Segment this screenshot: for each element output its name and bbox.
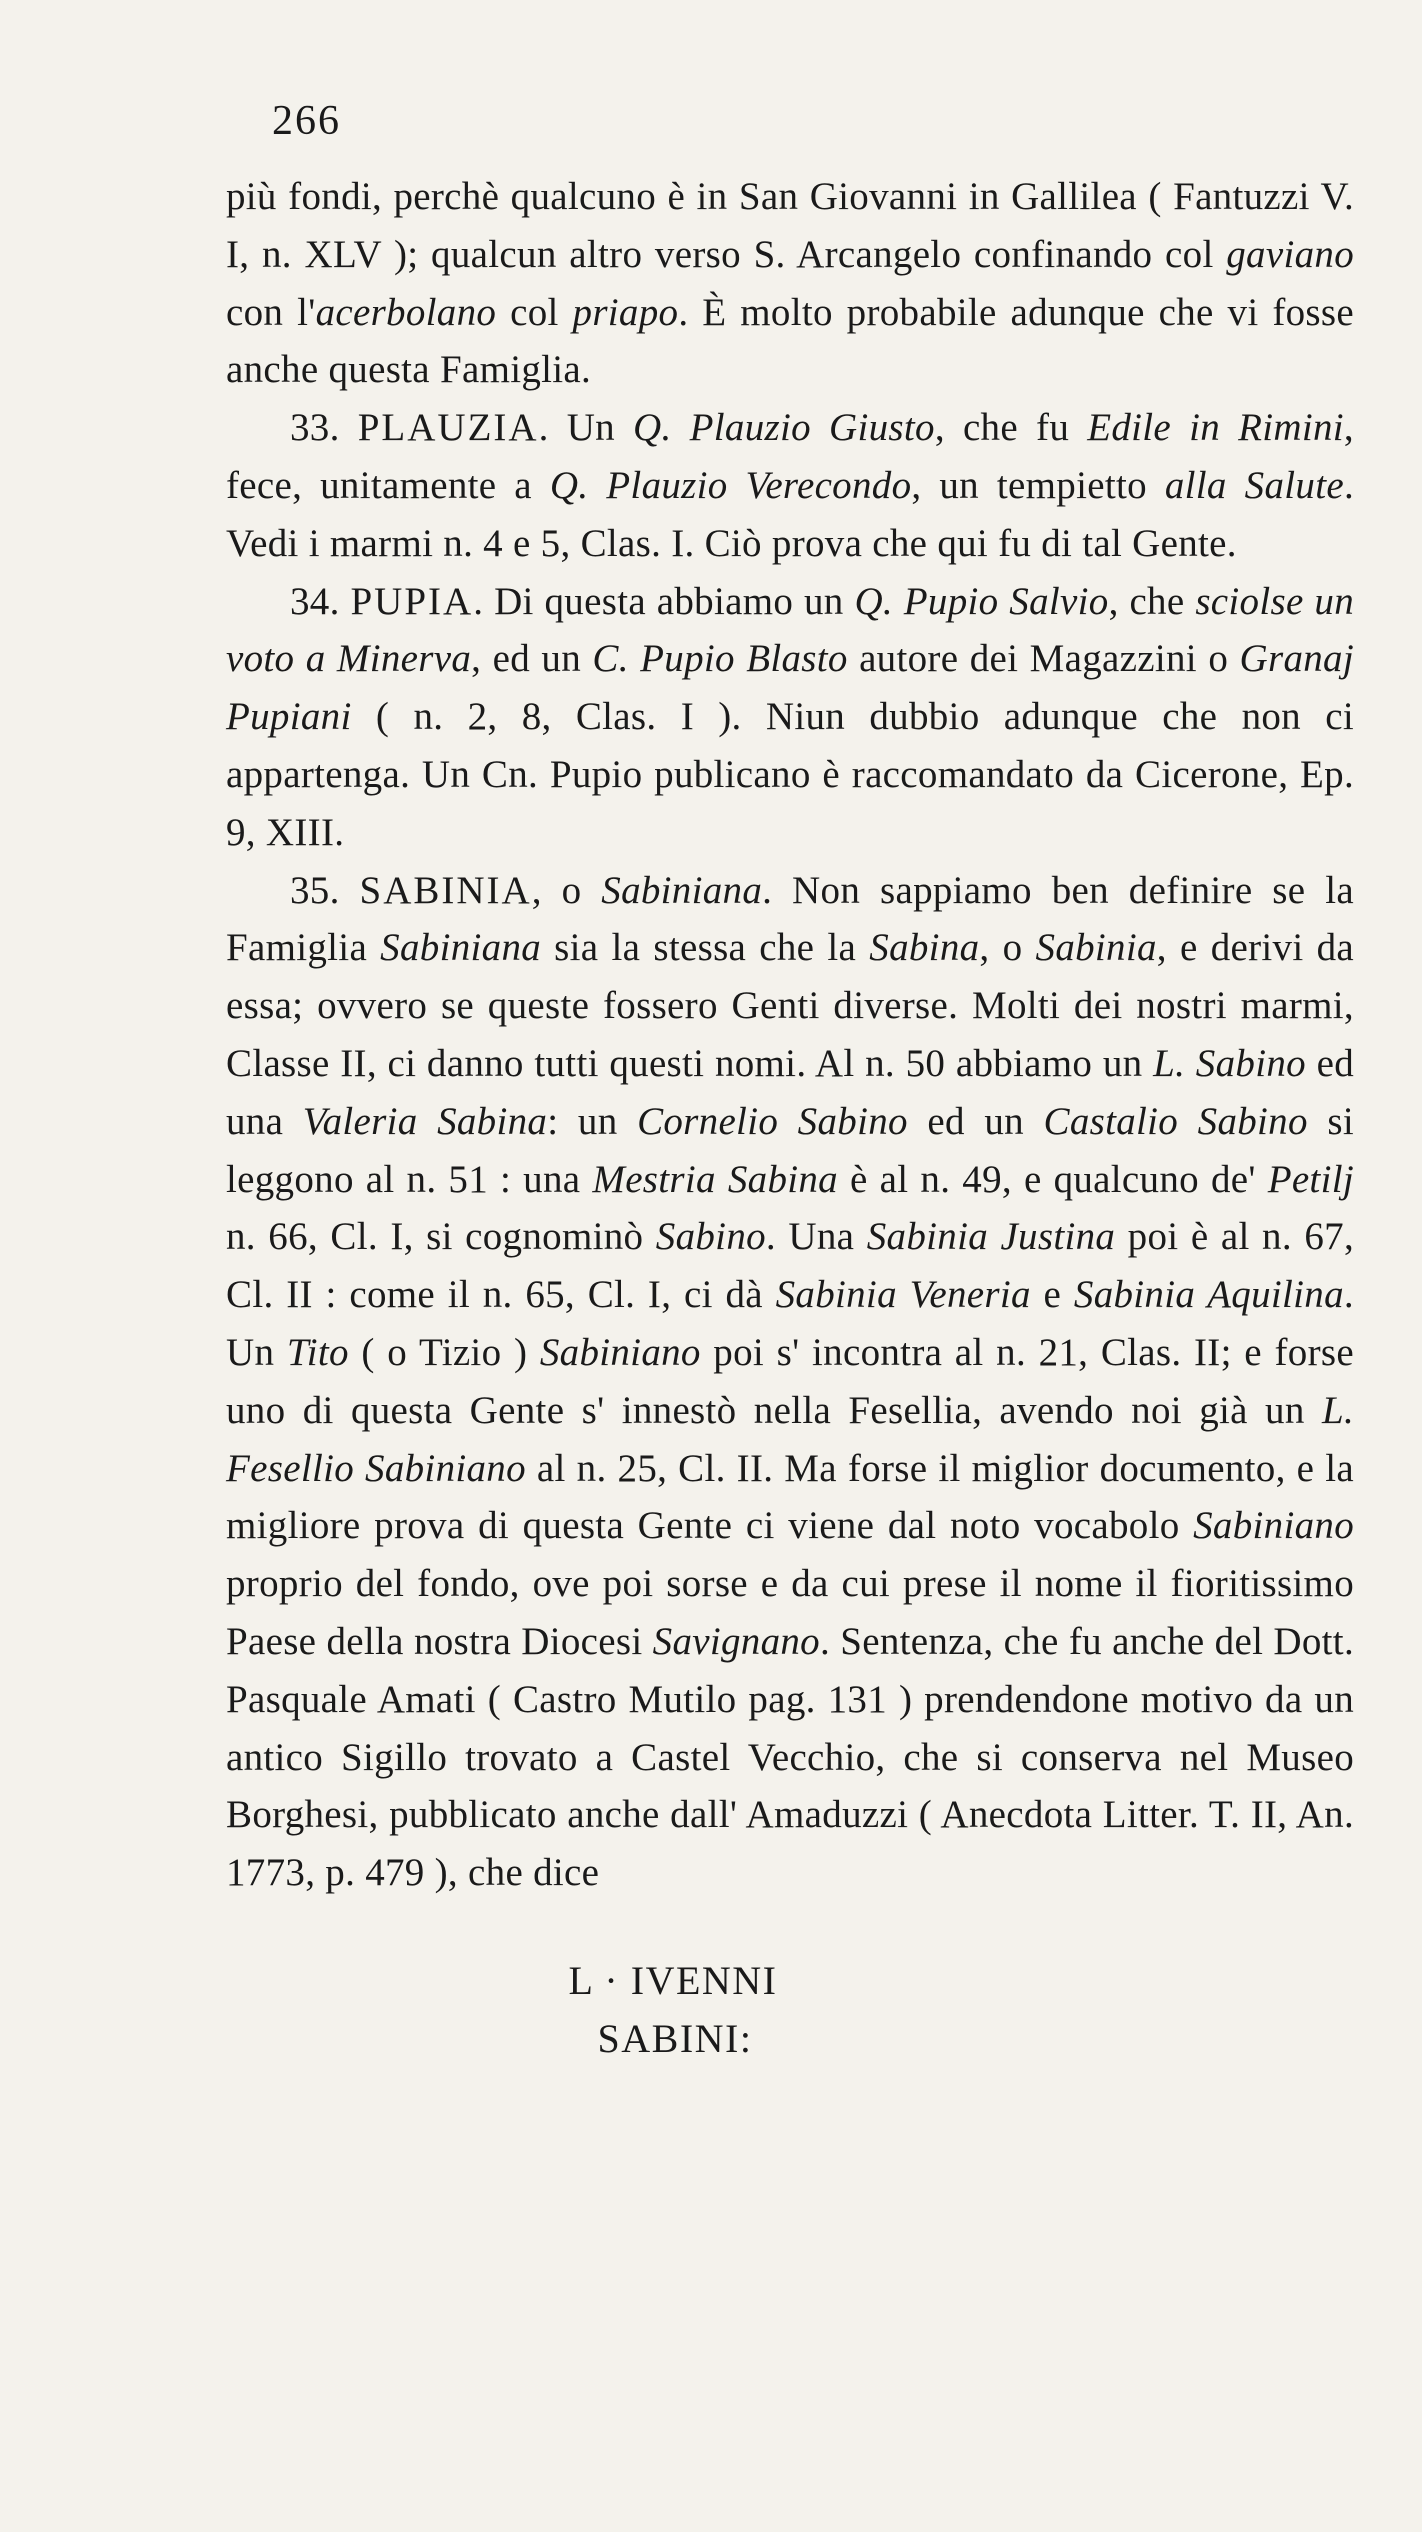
italic-run: Tito: [286, 1330, 349, 1374]
text-run: , ed un: [471, 637, 593, 681]
italic-run: Sabinia: [1035, 926, 1157, 970]
italic-run: L. Sabino: [1153, 1041, 1306, 1085]
text-run: , che fu: [934, 406, 1088, 450]
italic-run: Sabiniana: [601, 868, 763, 912]
italic-run: Sabiniano: [1193, 1504, 1354, 1548]
text-run: , e derivi da essa; ovvero se queste fossero Genti diverse. Molti dei nostri marmi, Classe II, ci danno tutti questi nomi. Al n. 50 abbiamo un: [226, 926, 1354, 1085]
body-text: [226, 168, 1354, 1902]
italic-run: priapo: [572, 290, 679, 334]
italic-run: sciolse un voto a Minerva: [226, 579, 1354, 681]
text-run: 35.: [290, 868, 360, 912]
text-run: . Vedi i marmi n. 4 e 5, Clas. I. Ciò prova che qui fu di tal Gente.: [226, 463, 1355, 565]
text-run: poi s' incontra al n. 21, Clas. II; e forse uno di questa Gente s' innestò nella Fesellia, avendo noi già un: [226, 1330, 1354, 1432]
italic-run: Granaj Pupiani: [226, 637, 1354, 739]
text-run: . Sentenza, che fu anche del Dott. Pasquale Amati ( Castro Mutilo pag. 131 ) prendendone motivo da un antico Sigillo trovato a Castel Vecchio, che si conserva nel Museo Borghesi, pubblicato anche dall' Amaduzzi ( Anecdota Litter. T. II, An. 1773, p. 479 ), che dice: [226, 1619, 1354, 1895]
italic-run: Q. Pupio Salvio: [854, 579, 1109, 623]
heading-name: PUPIA: [350, 579, 474, 623]
heading-name: PLAUZIA: [357, 406, 539, 450]
text-run: ( n. 2, 8, Clas. I ). Niun dubbio adunque che non ci appartenga. Un Cn. Pupio publicano è raccomandato da Cicerone, Ep. 9, XIII.: [226, 695, 1354, 854]
text-run: , che: [1108, 579, 1196, 623]
italic-run: Valeria Sabina: [302, 1099, 548, 1143]
text-run: , un tempietto: [911, 463, 1165, 507]
italic-run: Edile in Rimini: [1087, 406, 1344, 450]
italic-run: Sabiniana: [380, 926, 542, 970]
page-number: 266: [272, 98, 341, 144]
text-run: proprio del fondo, ove poi sorse e da cui prese il nome il fioritissimo Paese della nostra Diocesi: [226, 1562, 1354, 1663]
italic-run: C. Pupio Blasto: [592, 637, 848, 681]
text-run: col: [496, 290, 573, 334]
inscription-line-2: SABINI:: [597, 2016, 753, 2061]
text-run: più fondi, perchè qualcuno è in San Giovanni in Gallilea ( Fantuzzi V. I, n. XLV ); qualcun altro verso S. Arcangelo confinando col: [226, 175, 1354, 276]
text-run: ed una: [226, 1041, 1355, 1143]
text-run: con l': [226, 290, 316, 334]
italic-run: Sabinia Veneria: [775, 1273, 1031, 1317]
seal-inscription: [0, 1952, 1422, 2068]
inscription-line-1: L · IVENNI: [568, 1958, 778, 2003]
italic-run: acerbolano: [315, 290, 497, 334]
text-run: . Non sappiamo ben definire se la Famiglia: [226, 868, 1354, 970]
text-run: è al n. 49, e qualcuno de': [837, 1157, 1268, 1201]
text-run: ed un: [907, 1099, 1044, 1143]
text-run: . Un: [226, 1273, 1354, 1374]
text-run: e: [1030, 1273, 1074, 1317]
heading-name: SABINIA: [359, 868, 532, 912]
text-run: . È molto probabile adunque che vi fosse anche questa Famiglia.: [226, 290, 1354, 392]
italic-run: Sabina: [869, 926, 980, 970]
text-run: . Di questa abbiamo un: [473, 579, 855, 623]
text-run: sia la stessa che la: [541, 926, 870, 970]
italic-run: Cornelio Sabino: [637, 1099, 908, 1143]
text-run: al n. 25, Cl. II. Ma forse il miglior documento, e la migliore prova di questa Gente ci viene dal noto vocabolo: [226, 1446, 1354, 1548]
text-run: , o: [531, 868, 602, 912]
italic-run: Sabino: [655, 1215, 766, 1259]
text-run: , o: [979, 926, 1036, 970]
text-run: 34.: [290, 579, 351, 623]
text-run: autore dei Magazzini o: [847, 637, 1240, 681]
text-run: : un: [547, 1099, 638, 1143]
text-run: 33.: [290, 406, 358, 450]
italic-run: Sabiniano: [539, 1330, 701, 1374]
text-run: si leggono al n. 51 : una: [226, 1099, 1354, 1201]
italic-run: Sabinia Aquilina: [1073, 1273, 1344, 1317]
italic-run: Savignano: [652, 1619, 820, 1663]
text-run: poi è al n. 67, Cl. II : come il n. 65, Cl. I, ci dà: [226, 1215, 1354, 1317]
text-run: ( o Tizio ): [348, 1330, 540, 1374]
paragraph-sabinia: [226, 862, 1354, 1902]
italic-run: Q. Plauzio Verecondo: [549, 463, 912, 507]
text-run: . Una: [765, 1215, 867, 1259]
text-run: , fece, unitamente a: [226, 406, 1354, 507]
italic-run: Sabinia Justina: [866, 1215, 1116, 1259]
italic-run: Petilj: [1267, 1157, 1354, 1201]
paragraph-intro: [226, 168, 1354, 399]
text-run: . Un: [538, 406, 634, 450]
italic-run: alla Salute: [1164, 463, 1344, 507]
paragraph-pupia: [226, 573, 1354, 862]
italic-run: Q. Plauzio Giusto: [633, 406, 935, 450]
italic-run: Castalio Sabino: [1043, 1099, 1308, 1143]
italic-run: Mestria Sabina: [592, 1157, 838, 1201]
italic-run: L. Fesellio Sabiniano: [226, 1388, 1354, 1490]
italic-run: gaviano: [1226, 232, 1354, 276]
text-run: n. 66, Cl. I, si cognominò: [226, 1215, 656, 1259]
paragraph-plauzia: [226, 399, 1354, 572]
